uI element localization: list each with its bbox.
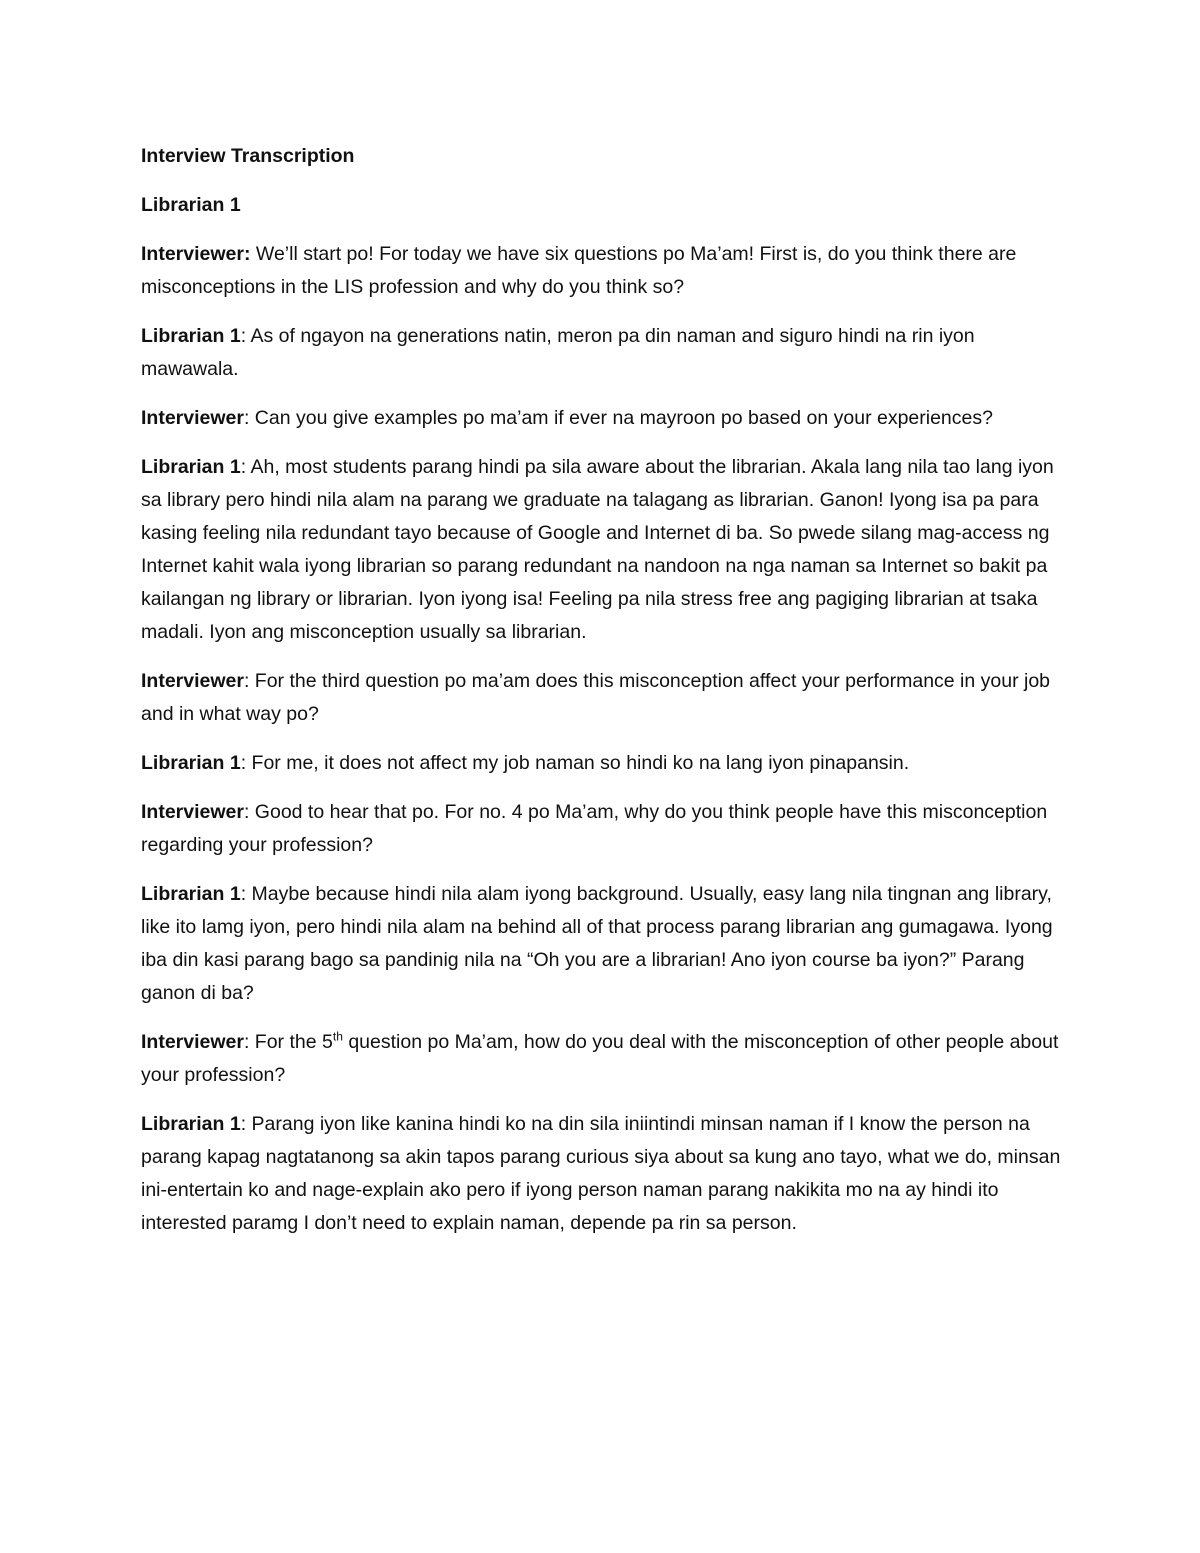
speaker-label: Librarian 1 [141,1113,241,1135]
dialogue-text: : Good to hear that po. For no. 4 po Ma’am, why do you think people have this misconception regarding your profession? [141,801,1048,856]
dialogue-text: : Parang iyon like kanina hindi ko na din sila iniintindi minsan naman if I know the person na parang kapag nagtatanong sa akin tapos parang curious siya about sa kung ano tayo, what we do, minsan ini-entertain ko and nage-explain ako pero if iyong person naman parang nakikita mo na ay hindi ito interested paramg I don’t need to explain naman, depende pa rin sa person. [141,1113,1061,1234]
transcript-entry-2 [141,320,1061,386]
speaker-label: Interviewer [141,670,244,692]
dialogue-text: : As of ngayon na generations natin, meron pa din naman and siguro hindi na rin iyon mawawala. [141,325,975,380]
speaker-label: Interviewer [141,801,244,823]
speaker-label: Librarian 1 [141,325,241,347]
document-body [141,140,1061,1256]
transcript-entry-5 [141,665,1061,731]
transcript-entry-3 [141,402,1061,435]
transcript-entry-7 [141,796,1061,862]
speaker-label: Interviewer [141,1031,244,1053]
speaker-label: Interviewer: [141,243,251,265]
dialogue-text: : Can you give examples po ma’am if ever na mayroon po based on your experiences? [243,407,993,429]
transcript-entry-6 [141,747,1061,780]
dialogue-text: : Ah, most students parang hindi pa sila aware about the librarian. Akala lang nila tao lang iyon sa library pero hindi nila alam na parang we graduate na talagang as librarian. Ganon! Iyong isa pa para kasing feeling nila redundant tayo because of Google and Internet di ba. So pwede silang mag-access ng Internet kahit wala iyong librarian so parang redundant na nandoon na nga naman sa Internet so bakit pa kailangan ng library or librarian. Iyon iyong isa! Feeling pa nila stress free ang pagiging librarian at tsaka madali. Iyon ang misconception usually sa librarian. [141,456,1054,643]
speaker-label: Librarian 1 [141,456,241,478]
dialogue-text: : For the third question po ma’am does this misconception affect your performance in your job and in what way po? [141,670,1051,725]
dialogue-text: We’ll start po! For today we have six questions po Ma’am! First is, do you think there are misconceptions in the LIS profession and why do you think so? [141,243,1017,298]
transcript-entry-1 [141,238,1061,304]
document-title: Interview Transcription [141,145,355,167]
dialogue-text: : For me, it does not affect my job naman so hindi ko na lang iyon pinapansin. [240,752,910,774]
speaker-label: Interviewer [141,407,244,429]
dialogue-text: : Maybe because hindi nila alam iyong background. Usually, easy lang nila tingnan ang library, like ito lamg iyon, pero hindi nila alam na behind all of that process parang librarian ang gumagawa. Iyong iba din kasi parang bago sa pandinig nila na “Oh you are a librarian! Ano iyon course ba iyon?” Parang ganon di ba? [141,883,1053,1004]
document-subtitle: Librarian 1 [141,194,241,216]
dialogue-text: question po Ma’am, how do you deal with the misconception of other people about your profession? [141,1031,1059,1086]
transcript-entry-9 [141,1026,1061,1092]
ordinal-superscript: th [332,1029,343,1044]
dialogue-text-lead: : For the 5 [243,1031,333,1053]
speaker-label: Librarian 1 [141,752,241,774]
speaker-label: Librarian 1 [141,883,241,905]
transcript-entry-8 [141,878,1061,1010]
transcript-entry-10 [141,1108,1061,1240]
transcript-entry-4 [141,451,1061,649]
